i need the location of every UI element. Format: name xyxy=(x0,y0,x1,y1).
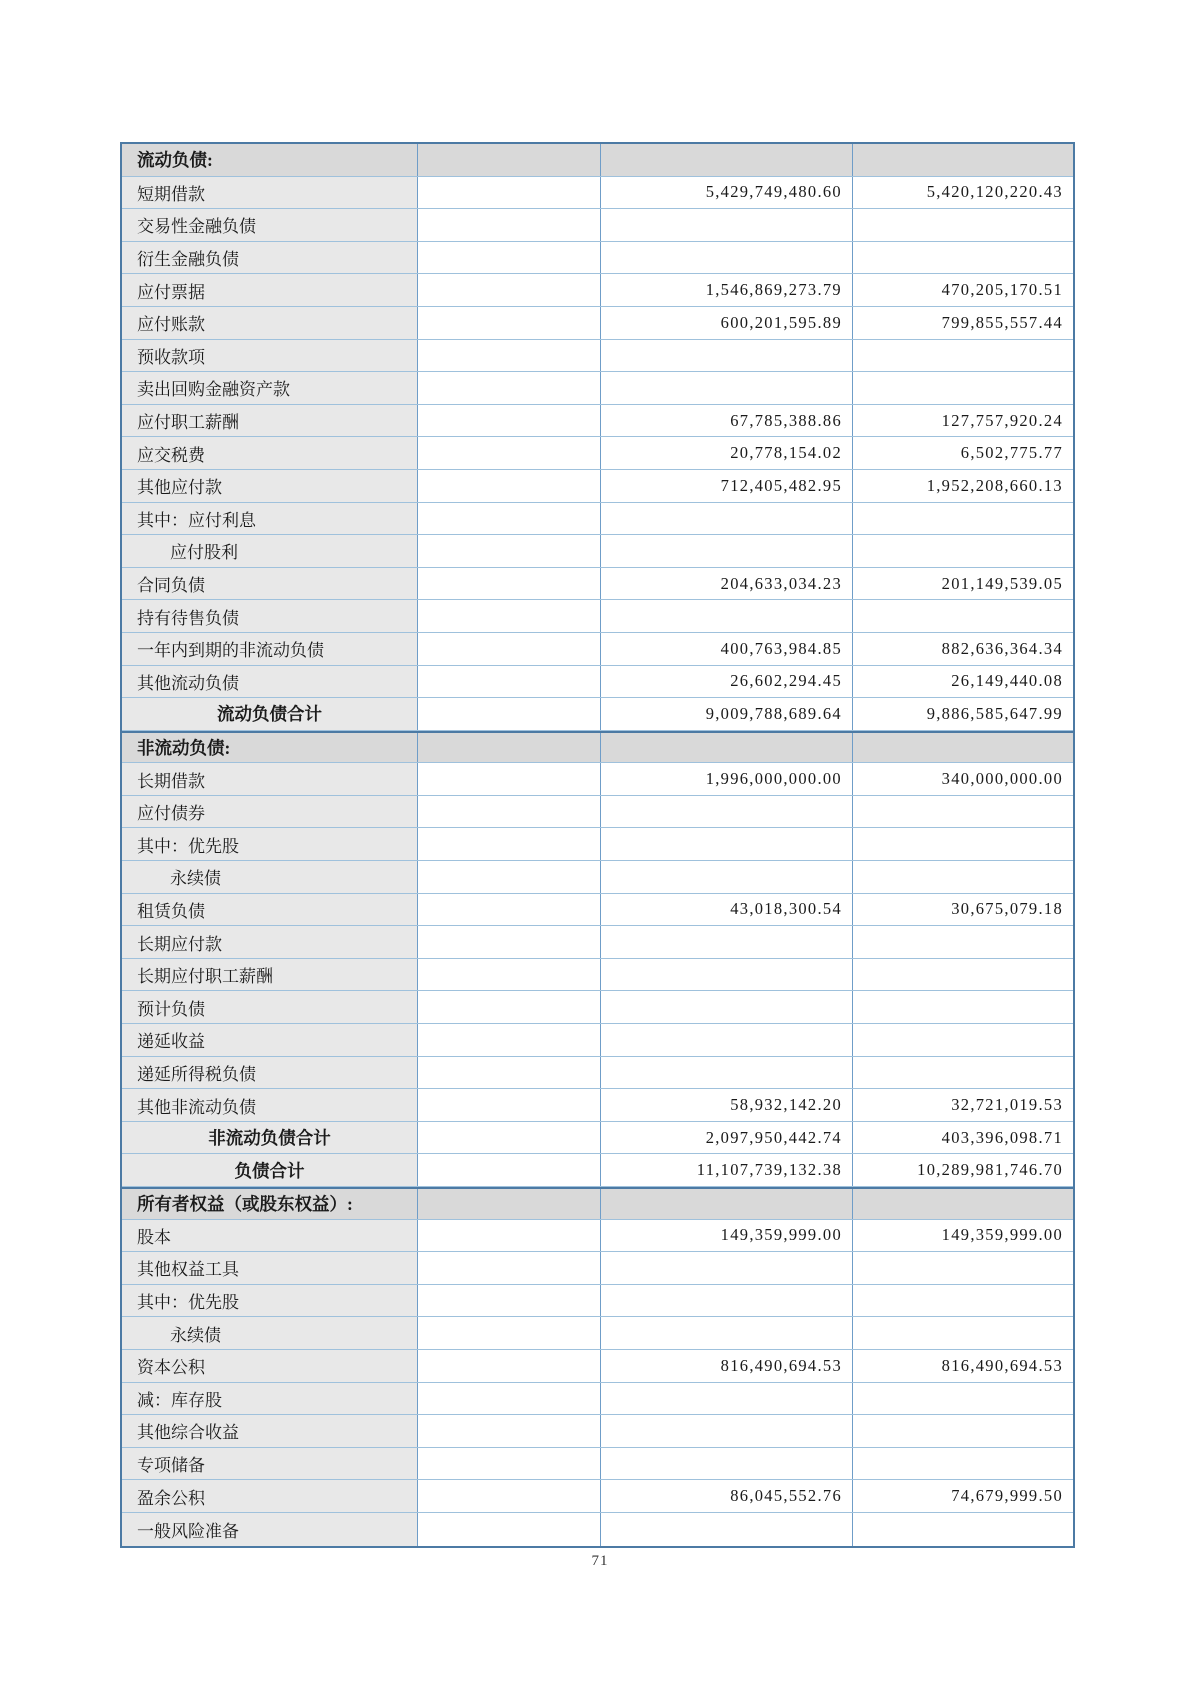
value-current-cell xyxy=(601,242,853,274)
table-row xyxy=(122,633,1073,666)
value-current-cell: 204,633,034.23 xyxy=(601,568,853,600)
note-cell xyxy=(418,470,601,502)
table-row xyxy=(122,731,1073,764)
value-prior-cell xyxy=(853,1448,1073,1480)
item-label-cell: 长期借款 xyxy=(122,763,418,795)
value-prior-cell: 127,757,920.24 xyxy=(853,405,1073,437)
note-cell xyxy=(418,1024,601,1056)
value-prior-cell: 816,490,694.53 xyxy=(853,1350,1073,1382)
note-cell xyxy=(418,1285,601,1317)
table-row xyxy=(122,698,1073,731)
value-current-cell xyxy=(601,1415,853,1447)
item-label-cell: 衍生金融负债 xyxy=(122,242,418,274)
value-prior-cell xyxy=(853,1189,1073,1219)
value-prior-cell xyxy=(853,959,1073,991)
table-row xyxy=(122,1448,1073,1481)
item-label-cell: 交易性金融负债 xyxy=(122,209,418,241)
value-prior-cell: 403,396,098.71 xyxy=(853,1122,1073,1154)
value-prior-cell xyxy=(853,733,1073,763)
item-label-cell: 应付票据 xyxy=(122,274,418,306)
note-cell xyxy=(418,600,601,632)
note-cell xyxy=(418,1189,601,1219)
note-cell xyxy=(418,242,601,274)
value-prior-cell: 1,952,208,660.13 xyxy=(853,470,1073,502)
note-cell xyxy=(418,372,601,404)
note-cell xyxy=(418,666,601,698)
table-row xyxy=(122,1350,1073,1383)
value-current-cell xyxy=(601,1513,853,1546)
note-cell xyxy=(418,959,601,991)
note-cell xyxy=(418,144,601,176)
item-label-cell: 流动负债合计 xyxy=(122,698,418,730)
table-row xyxy=(122,503,1073,536)
item-label-cell: 盈余公积 xyxy=(122,1480,418,1512)
table-row xyxy=(122,144,1073,177)
value-current-cell xyxy=(601,733,853,763)
table-row xyxy=(122,600,1073,633)
note-cell xyxy=(418,1513,601,1546)
item-label-cell: 应付股利 xyxy=(122,535,418,567)
item-label-cell: 股本 xyxy=(122,1220,418,1252)
table-row xyxy=(122,666,1073,699)
table-row xyxy=(122,763,1073,796)
value-prior-cell xyxy=(853,600,1073,632)
value-current-cell xyxy=(601,926,853,958)
item-label-cell: 资本公积 xyxy=(122,1350,418,1382)
item-label-cell: 短期借款 xyxy=(122,177,418,209)
value-prior-cell xyxy=(853,372,1073,404)
value-prior-cell xyxy=(853,340,1073,372)
note-cell xyxy=(418,1317,601,1349)
value-prior-cell xyxy=(853,242,1073,274)
value-current-cell xyxy=(601,144,853,176)
value-current-cell xyxy=(601,372,853,404)
table-row xyxy=(122,894,1073,927)
item-label-cell: 其他非流动负债 xyxy=(122,1089,418,1121)
table-row xyxy=(122,470,1073,503)
value-current-cell: 86,045,552.76 xyxy=(601,1480,853,1512)
table-row xyxy=(122,1285,1073,1318)
table-row xyxy=(122,1024,1073,1057)
table-row xyxy=(122,437,1073,470)
value-current-cell xyxy=(601,1317,853,1349)
note-cell xyxy=(418,861,601,893)
item-label-cell: 非流动负债合计 xyxy=(122,1122,418,1154)
table-row xyxy=(122,177,1073,210)
item-label-cell: 所有者权益（或股东权益）: xyxy=(122,1189,418,1219)
value-current-cell: 1,546,869,273.79 xyxy=(601,274,853,306)
value-prior-cell: 74,679,999.50 xyxy=(853,1480,1073,1512)
value-current-cell: 600,201,595.89 xyxy=(601,307,853,339)
note-cell xyxy=(418,1383,601,1415)
value-prior-cell: 10,289,981,746.70 xyxy=(853,1154,1073,1186)
value-current-cell: 400,763,984.85 xyxy=(601,633,853,665)
value-current-cell: 26,602,294.45 xyxy=(601,666,853,698)
note-cell xyxy=(418,274,601,306)
table-row xyxy=(122,1220,1073,1253)
value-current-cell xyxy=(601,861,853,893)
value-current-cell xyxy=(601,1448,853,1480)
item-label-cell: 流动负债: xyxy=(122,144,418,176)
note-cell xyxy=(418,991,601,1023)
item-label-cell: 预收款项 xyxy=(122,340,418,372)
value-prior-cell: 149,359,999.00 xyxy=(853,1220,1073,1252)
value-prior-cell: 30,675,079.18 xyxy=(853,894,1073,926)
table-row xyxy=(122,1089,1073,1122)
note-cell xyxy=(418,1057,601,1089)
value-current-cell: 5,429,749,480.60 xyxy=(601,177,853,209)
value-prior-cell: 5,420,120,220.43 xyxy=(853,177,1073,209)
note-cell xyxy=(418,1252,601,1284)
item-label-cell: 租赁负债 xyxy=(122,894,418,926)
value-current-cell xyxy=(601,1252,853,1284)
note-cell xyxy=(418,1415,601,1447)
balance-sheet-liabilities-table xyxy=(120,142,1075,1548)
page-number: 71 xyxy=(591,1553,609,1569)
note-cell xyxy=(418,307,601,339)
table-row xyxy=(122,796,1073,829)
note-cell xyxy=(418,405,601,437)
table-row xyxy=(122,1187,1073,1220)
item-label-cell: 其他综合收益 xyxy=(122,1415,418,1447)
value-prior-cell xyxy=(853,209,1073,241)
value-prior-cell: 9,886,585,647.99 xyxy=(853,698,1073,730)
item-label-cell: 合同负债 xyxy=(122,568,418,600)
value-current-cell: 11,107,739,132.38 xyxy=(601,1154,853,1186)
table-row xyxy=(122,1154,1073,1187)
note-cell xyxy=(418,698,601,730)
table-row xyxy=(122,959,1073,992)
value-prior-cell xyxy=(853,926,1073,958)
value-current-cell: 816,490,694.53 xyxy=(601,1350,853,1382)
table-row xyxy=(122,535,1073,568)
table-row xyxy=(122,405,1073,438)
note-cell xyxy=(418,894,601,926)
table-row xyxy=(122,861,1073,894)
value-prior-cell: 32,721,019.53 xyxy=(853,1089,1073,1121)
item-label-cell: 一般风险准备 xyxy=(122,1513,418,1546)
note-cell xyxy=(418,209,601,241)
table-row xyxy=(122,274,1073,307)
value-current-cell xyxy=(601,828,853,860)
item-label-cell: 一年内到期的非流动负债 xyxy=(122,633,418,665)
item-label-cell: 卖出回购金融资产款 xyxy=(122,372,418,404)
note-cell xyxy=(418,177,601,209)
item-label-cell: 预计负债 xyxy=(122,991,418,1023)
item-label-cell: 永续债 xyxy=(122,861,418,893)
value-prior-cell xyxy=(853,1252,1073,1284)
value-prior-cell xyxy=(853,1024,1073,1056)
item-label-cell: 应交税费 xyxy=(122,437,418,469)
table-row xyxy=(122,828,1073,861)
value-current-cell: 20,778,154.02 xyxy=(601,437,853,469)
value-prior-cell xyxy=(853,861,1073,893)
value-current-cell xyxy=(601,535,853,567)
table-row xyxy=(122,926,1073,959)
item-label-cell: 其中：优先股 xyxy=(122,828,418,860)
value-prior-cell: 6,502,775.77 xyxy=(853,437,1073,469)
table-row xyxy=(122,1415,1073,1448)
value-current-cell xyxy=(601,600,853,632)
item-label-cell: 负债合计 xyxy=(122,1154,418,1186)
table-row xyxy=(122,1480,1073,1513)
value-current-cell xyxy=(601,1057,853,1089)
note-cell xyxy=(418,503,601,535)
value-current-cell xyxy=(601,991,853,1023)
note-cell xyxy=(418,1350,601,1382)
note-cell xyxy=(418,1122,601,1154)
value-current-cell xyxy=(601,1024,853,1056)
note-cell xyxy=(418,828,601,860)
value-prior-cell: 470,205,170.51 xyxy=(853,274,1073,306)
note-cell xyxy=(418,568,601,600)
note-cell xyxy=(418,733,601,763)
value-prior-cell xyxy=(853,1057,1073,1089)
item-label-cell: 递延所得税负债 xyxy=(122,1057,418,1089)
value-prior-cell xyxy=(853,796,1073,828)
value-prior-cell xyxy=(853,1383,1073,1415)
note-cell xyxy=(418,763,601,795)
item-label-cell: 减：库存股 xyxy=(122,1383,418,1415)
value-prior-cell xyxy=(853,1285,1073,1317)
value-prior-cell: 201,149,539.05 xyxy=(853,568,1073,600)
note-cell xyxy=(418,340,601,372)
item-label-cell: 其他流动负债 xyxy=(122,666,418,698)
value-prior-cell xyxy=(853,1415,1073,1447)
value-prior-cell: 26,149,440.08 xyxy=(853,666,1073,698)
value-prior-cell xyxy=(853,535,1073,567)
value-prior-cell: 799,855,557.44 xyxy=(853,307,1073,339)
item-label-cell: 持有待售负债 xyxy=(122,600,418,632)
item-label-cell: 应付职工薪酬 xyxy=(122,405,418,437)
item-label-cell: 应付债券 xyxy=(122,796,418,828)
table-row xyxy=(122,209,1073,242)
item-label-cell: 长期应付职工薪酬 xyxy=(122,959,418,991)
value-current-cell xyxy=(601,1285,853,1317)
note-cell xyxy=(418,1220,601,1252)
value-prior-cell xyxy=(853,503,1073,535)
table-row xyxy=(122,1122,1073,1155)
value-current-cell: 58,932,142.20 xyxy=(601,1089,853,1121)
note-cell xyxy=(418,1154,601,1186)
note-cell xyxy=(418,1448,601,1480)
value-current-cell xyxy=(601,340,853,372)
value-current-cell: 149,359,999.00 xyxy=(601,1220,853,1252)
table-row xyxy=(122,568,1073,601)
table-row xyxy=(122,372,1073,405)
table-row xyxy=(122,307,1073,340)
note-cell xyxy=(418,1480,601,1512)
value-current-cell xyxy=(601,1189,853,1219)
table-row xyxy=(122,1057,1073,1090)
value-prior-cell xyxy=(853,1317,1073,1349)
note-cell xyxy=(418,796,601,828)
value-current-cell xyxy=(601,209,853,241)
note-cell xyxy=(418,926,601,958)
value-current-cell xyxy=(601,1383,853,1415)
value-prior-cell: 882,636,364.34 xyxy=(853,633,1073,665)
table-row xyxy=(122,1252,1073,1285)
item-label-cell: 其他应付款 xyxy=(122,470,418,502)
table-row xyxy=(122,1317,1073,1350)
item-label-cell: 应付账款 xyxy=(122,307,418,339)
item-label-cell: 专项储备 xyxy=(122,1448,418,1480)
value-prior-cell xyxy=(853,991,1073,1023)
value-prior-cell xyxy=(853,1513,1073,1546)
item-label-cell: 非流动负债: xyxy=(122,733,418,763)
value-current-cell: 712,405,482.95 xyxy=(601,470,853,502)
table-row xyxy=(122,340,1073,373)
item-label-cell: 长期应付款 xyxy=(122,926,418,958)
value-prior-cell xyxy=(853,828,1073,860)
value-current-cell: 9,009,788,689.64 xyxy=(601,698,853,730)
item-label-cell: 其他权益工具 xyxy=(122,1252,418,1284)
note-cell xyxy=(418,437,601,469)
item-label-cell: 其中：应付利息 xyxy=(122,503,418,535)
value-current-cell: 43,018,300.54 xyxy=(601,894,853,926)
value-current-cell xyxy=(601,959,853,991)
value-prior-cell: 340,000,000.00 xyxy=(853,763,1073,795)
value-current-cell: 1,996,000,000.00 xyxy=(601,763,853,795)
item-label-cell: 永续债 xyxy=(122,1317,418,1349)
note-cell xyxy=(418,1089,601,1121)
value-prior-cell xyxy=(853,144,1073,176)
table-row xyxy=(122,1383,1073,1416)
table-row xyxy=(122,1513,1073,1546)
note-cell xyxy=(418,535,601,567)
value-current-cell xyxy=(601,503,853,535)
item-label-cell: 递延收益 xyxy=(122,1024,418,1056)
table-row xyxy=(122,991,1073,1024)
item-label-cell: 其中：优先股 xyxy=(122,1285,418,1317)
value-current-cell: 67,785,388.86 xyxy=(601,405,853,437)
note-cell xyxy=(418,633,601,665)
value-current-cell xyxy=(601,796,853,828)
value-current-cell: 2,097,950,442.74 xyxy=(601,1122,853,1154)
table-row xyxy=(122,242,1073,275)
